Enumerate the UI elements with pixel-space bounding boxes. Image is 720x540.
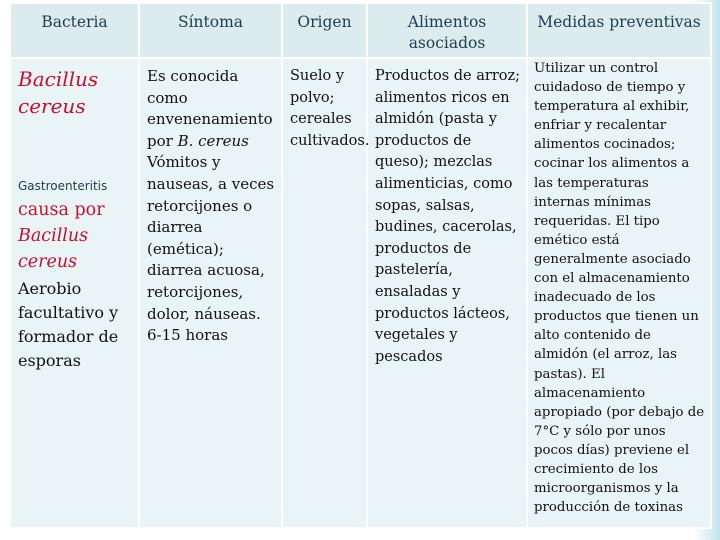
gastroenteritis-label: Gastroenteritis [18, 179, 108, 193]
medidas-text: Utilizar un control cuidadoso de tiempo y temperatura al exhibir, enfriar y recalentar alimentos cocinados; cocinar los alimentos a las temperaturas internas mínimas requeridas. El tipo emético está generalmente asociado con el almacenamiento inadecuado de los productos que tienen un alto contenido de almidón (el arroz, las pastas). El almacenamiento apropiado (por debajo de 7°C y sólo por unos pocos días) previene el crecimiento de los microorganismos y la producción de toxinas [534, 61, 705, 516]
causa-bacteria-name: Bacillus cereus [18, 226, 89, 272]
header-origen: Origen [282, 3, 367, 58]
aerobio-text: Aerobio facultativo y formador de esporas [18, 279, 119, 370]
bacteria-name: Bacillus cereus [18, 67, 99, 118]
bacteria-table [9, 2, 712, 529]
cell-medidas [527, 58, 711, 528]
header-sintoma: Síntoma [139, 3, 282, 58]
header-row [10, 3, 711, 58]
origen-text: Suelo y polvo; cereales cultivados. [290, 68, 370, 149]
sintoma-intro: Es conocida como envenenamiento por [147, 67, 273, 150]
causa-text: causa por [18, 200, 105, 220]
cell-origen [282, 58, 370, 528]
sintoma-species: B. cereus [177, 131, 249, 150]
cell-bacteria [10, 58, 139, 528]
alimentos-text: Productos de arroz; alimentos ricos en almidón (pasta y productos de queso); mezclas alimenticias, como sopas, salsas, budines, cacerolas, productos de pastelería, ensaladas y productos lácteos, vegetales y pescados [375, 68, 520, 365]
header-medidas: Medidas preventivas [527, 3, 711, 58]
sintoma-rest: Vómitos y nauseas, a veces retorcijones o diarrea (emética); diarrea acuosa, retorcijones, dolor, náuseas. 6-15 horas [147, 153, 275, 345]
cell-alimentos [367, 58, 527, 528]
header-alimentos: Alimentos asociados [367, 3, 527, 58]
table-row [10, 58, 711, 528]
header-bacteria: Bacteria [10, 3, 139, 58]
cell-sintoma [139, 58, 282, 528]
